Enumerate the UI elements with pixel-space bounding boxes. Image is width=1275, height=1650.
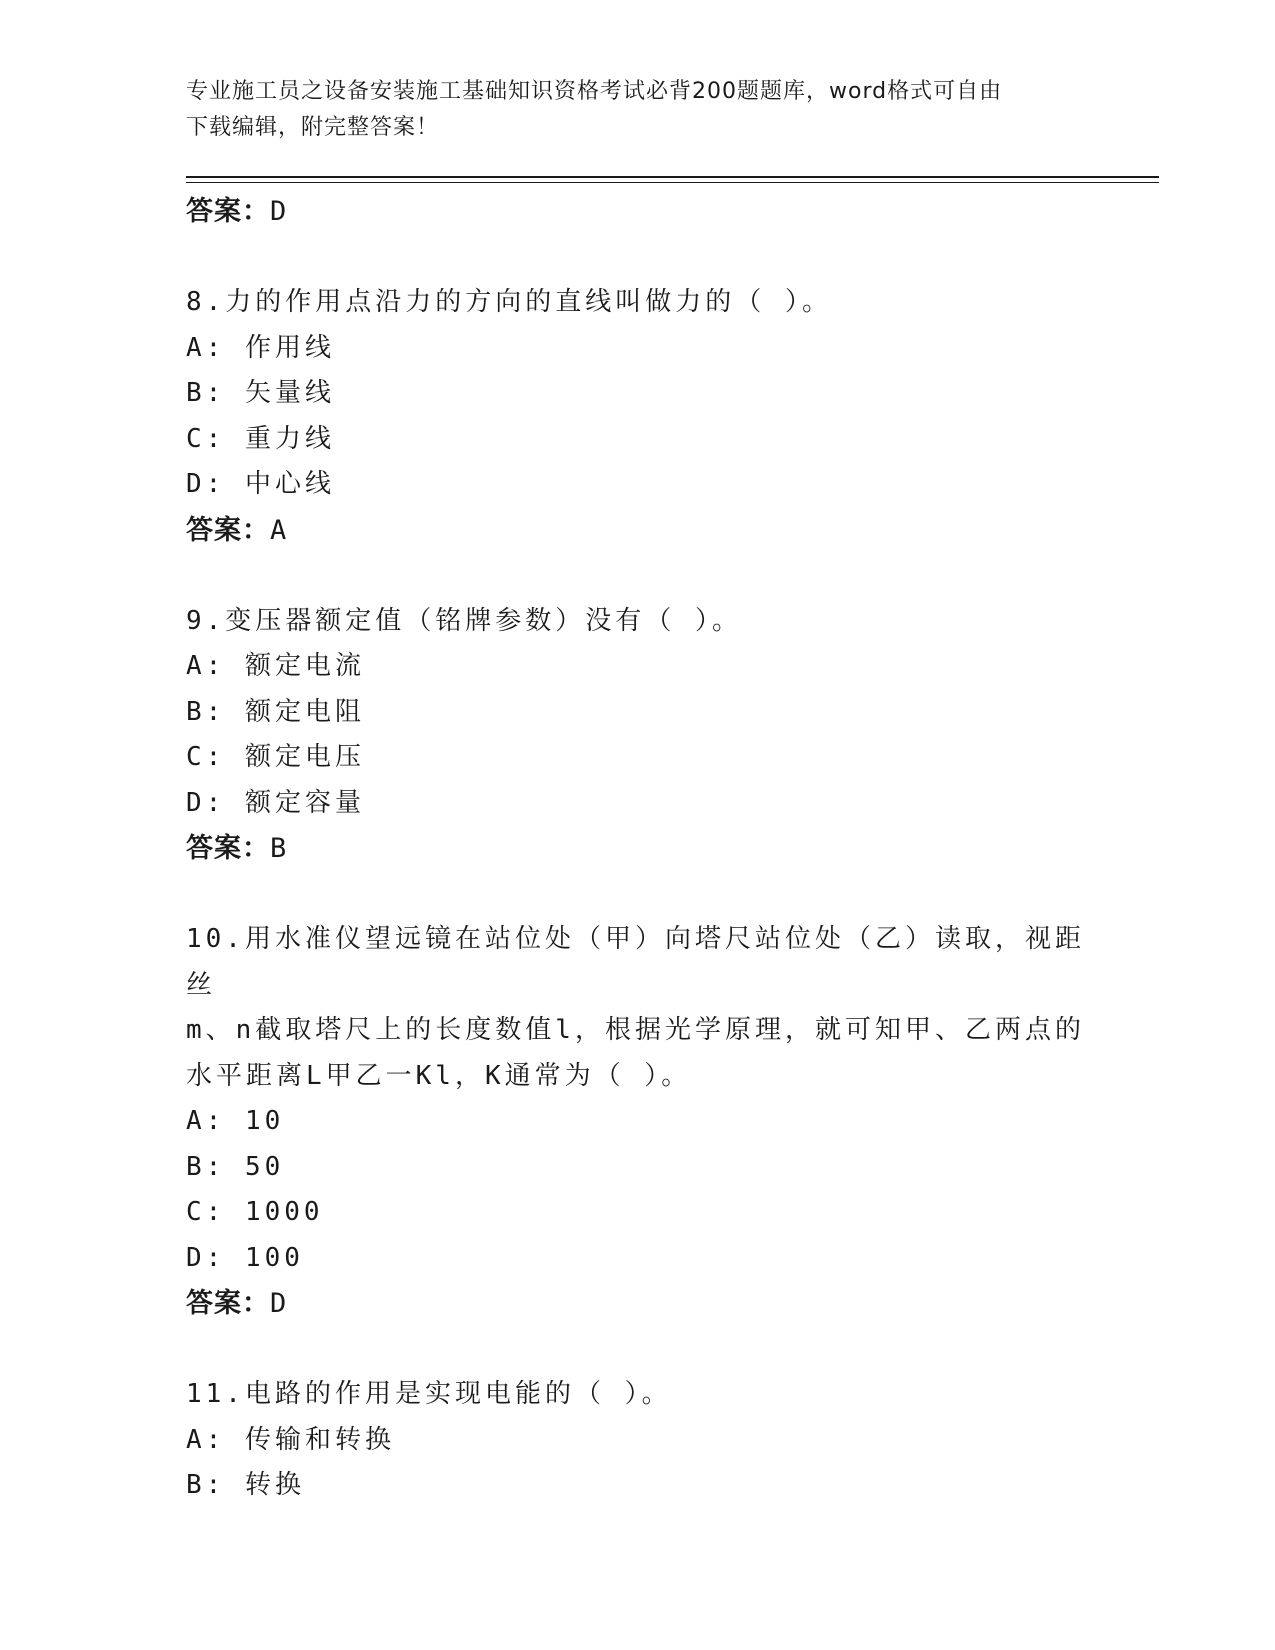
- question-stem: 8.力的作用点沿力的方向的直线叫做力的（ ）。: [186, 287, 832, 317]
- answer-label: 答案：: [186, 196, 270, 227]
- option-b: B: 矢量线: [186, 378, 335, 408]
- answer-value: D: [270, 196, 288, 227]
- option-a: A: 额定电流: [186, 651, 365, 681]
- option-a: A: 10: [186, 1106, 285, 1136]
- option-a: A: 传输和转换: [186, 1424, 395, 1455]
- option-d: D: 100: [186, 1242, 304, 1273]
- question-11: [186, 1372, 1086, 1509]
- question-stem-line-3: 水平距离L甲乙一Kl，K通常为（ ）。: [186, 1060, 692, 1091]
- header-rule-thin: [186, 182, 1159, 183]
- answer-value: A: [270, 514, 288, 546]
- question-10: [186, 917, 1086, 1326]
- answer-value: B: [270, 833, 288, 864]
- option-b: B: 转换: [186, 1470, 305, 1500]
- option-b: B: 额定电阻: [186, 696, 365, 727]
- answer-line: [186, 826, 1086, 871]
- answer-label: 答案：: [186, 1288, 270, 1319]
- answer-value: D: [270, 1288, 288, 1319]
- answer-line: [186, 508, 1086, 553]
- option-d: D: 额定容量: [186, 787, 365, 818]
- question-stem: 9.变压器额定值（铭牌参数）没有（ ）。: [186, 605, 742, 636]
- answer-label: 答案：: [186, 833, 270, 864]
- option-c: C: 1000: [186, 1197, 324, 1227]
- option-c: C: 额定电压: [186, 742, 365, 772]
- question-stem-line-2: m、n截取塔尺上的长度数值l，根据光学原理，就可知甲、乙两点的: [186, 1015, 1085, 1045]
- header-line-1: 专业施工员之设备安装施工基础知识资格考试必背200题题库，word格式可自由: [186, 79, 1003, 104]
- option-a: A: 作用线: [186, 332, 335, 363]
- answer-line: [186, 189, 1086, 234]
- question-stem-line-1: 10.用水准仪望远镜在站位处（甲）向塔尺站位处（乙）读取，视距丝: [186, 924, 1085, 1000]
- document-header: [186, 74, 1086, 146]
- answer-label: 答案：: [186, 514, 270, 546]
- question-list: [186, 189, 1086, 1509]
- header-rule-thick: [186, 176, 1159, 178]
- option-b: B: 50: [186, 1151, 285, 1182]
- question-stem: 11.电路的作用是实现电能的（ ）。: [186, 1379, 672, 1409]
- question-8: [186, 280, 1086, 553]
- answer-line: [186, 1281, 1086, 1326]
- option-d: D: 中心线: [186, 469, 335, 499]
- question-9: [186, 599, 1086, 872]
- header-line-2: 下载编辑，附完整答案！: [186, 115, 440, 140]
- option-c: C: 重力线: [186, 423, 335, 454]
